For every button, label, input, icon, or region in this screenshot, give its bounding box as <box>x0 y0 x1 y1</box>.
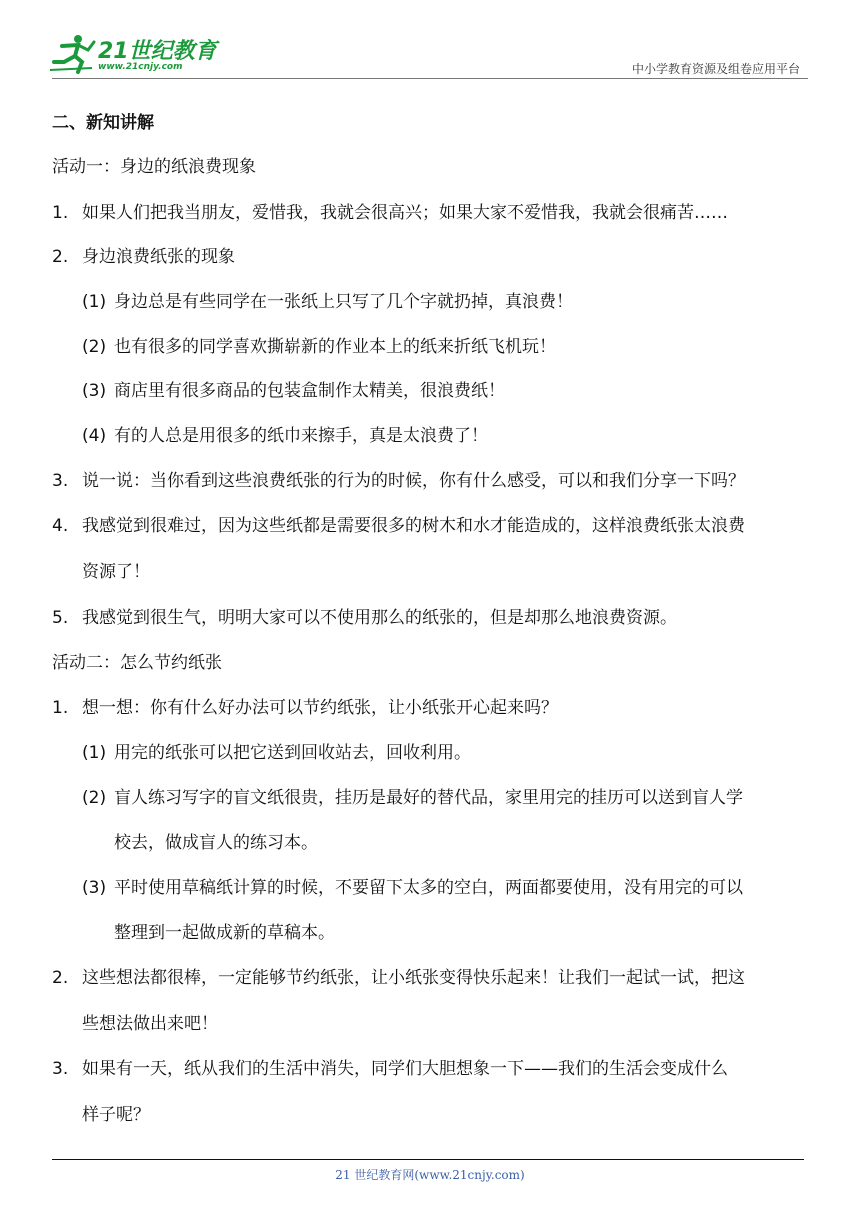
item-number: 5. <box>52 608 69 628</box>
activity1-title: 活动一：身边的纸浪费现象 <box>52 157 256 177</box>
footer-divider <box>52 1159 804 1160</box>
item-text-line1: 如果有一天，纸从我们的生活中消失，同学们大胆想象一下——我们的生活会变成什么 <box>82 1059 728 1079</box>
sub-item-number: (3) <box>82 878 107 898</box>
item-text: 如果人们把我当朋友，爱惜我，我就会很高兴；如果大家不爱惜我，我就会很痛苦…… <box>82 203 728 223</box>
sub-item-text-line1: 盲人练习写字的盲文纸很贵，挂历是最好的替代品，家里用完的挂历可以送到盲人学 <box>114 788 743 808</box>
sub-item-text: 用完的纸张可以把它送到回收站去，回收利用。 <box>114 743 471 763</box>
platform-name: 中小学教育资源及组卷应用平台 <box>631 62 800 76</box>
activity2-title: 活动二：怎么节约纸张 <box>52 653 222 673</box>
sub-item-text: 也有很多的同学喜欢撕崭新的作业本上的纸来折纸飞机玩！ <box>114 337 556 357</box>
item-text: 说一说：当你看到这些浪费纸张的行为的时候，你有什么感受，可以和我们分享一下吗？ <box>82 471 745 491</box>
header-divider <box>52 78 808 79</box>
sub-item-text-line2: 整理到一起做成新的草稿本。 <box>114 923 335 943</box>
sub-item-text: 有的人总是用很多的纸巾来擦手，真是太浪费了！ <box>114 426 488 446</box>
section-title: 二、新知讲解 <box>52 113 154 133</box>
sub-item-number: (2) <box>82 337 107 357</box>
sub-item-number: (1) <box>82 743 107 763</box>
item-number: 2. <box>52 968 69 988</box>
logo-text: 21世纪教育 <box>98 39 217 64</box>
sub-item-text-line1: 平时使用草稿纸计算的时候，不要留下太多的空白，两面都要使用，没有用完的可以 <box>114 878 743 898</box>
sub-item-text: 商店里有很多商品的包装盒制作太精美，很浪费纸！ <box>114 381 505 401</box>
runner-icon <box>48 32 96 76</box>
page-header <box>0 0 860 80</box>
item-number: 3. <box>52 1059 69 1079</box>
item-text-line2: 些想法做出来吧！ <box>82 1014 218 1034</box>
item-text: 想一想：你有什么好办法可以节约纸张，让小纸张开心起来吗？ <box>82 698 558 718</box>
sub-item-text-line2: 校去，做成盲人的练习本。 <box>114 833 318 853</box>
item-text-line1: 我感觉到很难过，因为这些纸都是需要很多的树木和水才能造成的，这样浪费纸张太浪费 <box>82 516 745 536</box>
logo-url: www.21cnjy.com <box>98 62 183 72</box>
sub-item-number: (2) <box>82 788 107 808</box>
item-number: 1. <box>52 698 69 718</box>
sub-item-text: 身边总是有些同学在一张纸上只写了几个字就扔掉，真浪费！ <box>114 292 573 312</box>
item-text-line1: 这些想法都很棒，一定能够节约纸张，让小纸张变得快乐起来！让我们一起试一试，把这 <box>82 968 745 988</box>
item-number: 4. <box>52 516 69 536</box>
sub-item-number: (3) <box>82 381 107 401</box>
sub-item-number: (1) <box>82 292 107 312</box>
footer-text[interactable]: 21 世纪教育网(www.21cnjy.com) <box>335 1168 525 1182</box>
item-text: 我感觉到很生气，明明大家可以不使用那么的纸张的，但是却那么地浪费资源。 <box>82 608 677 628</box>
item-text: 身边浪费纸张的现象 <box>82 247 235 267</box>
sub-item-number: (4) <box>82 426 107 446</box>
item-number: 1. <box>52 203 69 223</box>
item-number: 2. <box>52 247 69 267</box>
item-text-line2: 样子呢？ <box>82 1105 150 1125</box>
item-text-line2: 资源了！ <box>82 562 150 582</box>
item-number: 3. <box>52 471 69 491</box>
site-logo[interactable] <box>48 32 218 76</box>
